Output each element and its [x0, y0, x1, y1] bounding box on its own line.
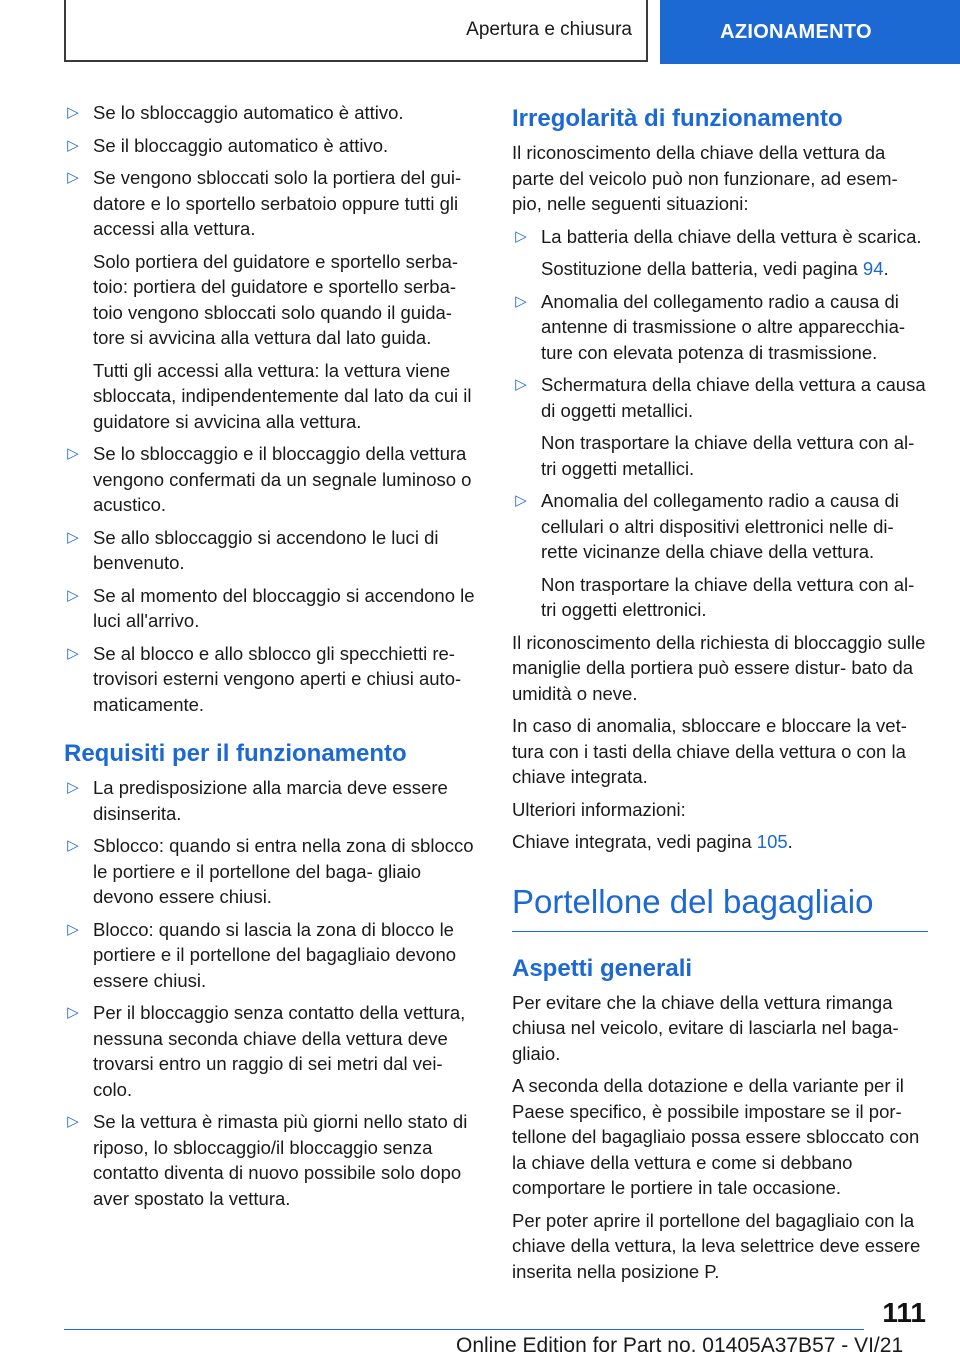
triangle-bullet-icon: ▷: [67, 837, 79, 854]
triangle-bullet-icon: ▷: [515, 376, 527, 393]
page-header: [0, 0, 960, 66]
list-item: ▷ Anomalia del collegamento radio a causa di antenne di trasmissione o altre apparecchia‐ ture con elevata potenza di trasmissione.: [512, 289, 928, 366]
page-number: 111: [882, 1297, 926, 1328]
section-title: Apertura e chiusura: [64, 0, 648, 62]
triangle-bullet-icon: ▷: [67, 104, 79, 121]
paragraph: A seconda della dotazione e della variante per il Paese specifico, è possibile impostare se il por‐ tellone del bagagliaio possa essere sbloccato con la chiave della vettura e come si debbano comportare le portiere in tale occasione.: [512, 1075, 920, 1198]
list-item: ▷ Se al momento del bloccaggio si accendono le luci all'arrivo.: [64, 583, 478, 634]
list-item: ▷ Schermatura della chiave della vettura a causa di oggetti metallici.: [512, 372, 928, 423]
section-heading: Requisiti per il funzionamento: [64, 740, 407, 767]
page-reference-link[interactable]: 105: [756, 831, 788, 852]
chapter-title: Portellone del bagagliaio: [512, 881, 928, 932]
list-item-detail: Non trasportare la chiave della vettura con al‐ tri oggetti metallici.: [541, 432, 915, 479]
list-item: ▷ La predisposizione alla marcia deve essere disinserita.: [64, 775, 478, 826]
list-item: ▷ Se la vettura è rimasta più giorni nello stato di riposo, lo sbloccaggio/il bloccaggio senza contatto diventa di nuovo possibile solo dopo aver spostato la vettura.: [64, 1109, 478, 1211]
triangle-bullet-icon: ▷: [67, 920, 79, 938]
list-item-detail: Sostituzione della batteria, vedi pagina 94.: [541, 258, 889, 279]
list-item: ▷ Se il bloccaggio automatico è attivo.: [64, 133, 478, 159]
page-reference-link[interactable]: 94: [862, 258, 884, 279]
list-item: ▷ Per il bloccaggio senza contatto della vettura, nessuna seconda chiave della vettura deve trovarsi entro un raggio di sei metri dal vei‐ colo.: [64, 1000, 478, 1102]
section-heading: Irregolarità di funzionamento: [512, 105, 843, 132]
list-item: ▷ Se allo sbloccaggio si accendono le luci di benvenuto.: [64, 525, 478, 576]
right-column: [512, 100, 928, 1291]
triangle-bullet-icon: ▷: [67, 644, 79, 662]
list-item: ▷ Se al blocco e allo sblocco gli specchietti re‐ trovisori esterni vengono aperti e chiusi auto‐ maticamente.: [64, 641, 478, 718]
paragraph: Ulteriori informazioni:: [512, 798, 686, 820]
triangle-bullet-icon: ▷: [67, 445, 79, 462]
footer-edition: Online Edition for Part no. 01405A37B57 - VI/21: [456, 1334, 904, 1357]
footer-divider: [64, 1329, 864, 1330]
triangle-bullet-icon: ▷: [67, 1004, 79, 1021]
list-item: ▷ Blocco: quando si lascia la zona di blocco le portiere e il portellone del bagagliaio devono essere chiusi.: [64, 917, 478, 994]
list-item: ▷ Se lo sbloccaggio e il bloccaggio della vettura vengono confermati da un segnale luminoso o acustico.: [64, 441, 478, 518]
triangle-bullet-icon: ▷: [67, 779, 79, 796]
list-item-detail: Solo portiera del guidatore e sportello serba‐ toio: portiera del guidatore e sportello serba‐ toio vengono sbloccati solo quando il guida‐ tore si avvicina alla vettura dal lato guida.: [93, 250, 459, 348]
paragraph: In caso di anomalia, sbloccare e bloccare la vet‐ tura con i tasti della chiave della vettura o con la chiave integrata.: [512, 715, 907, 787]
paragraph: Chiave integrata, vedi pagina 105.: [512, 831, 793, 852]
section-heading: Aspetti generali: [512, 954, 693, 982]
list-item: ▷ Anomalia del collegamento radio a causa di cellulari o altri dispositivi elettronici nelle di‐ rette vicinanze della chiave della vettura.: [512, 488, 928, 565]
triangle-bullet-icon: ▷: [515, 227, 527, 245]
paragraph: Per poter aprire il portellone del bagagliaio con la chiave della vettura, la leva selettrice deve essere inserita nella posizione P.: [512, 1209, 921, 1282]
paragraph: Il riconoscimento della chiave della vettura da parte del veicolo può non funzionare, ad esem‐ pio, nelle seguenti situazioni:: [512, 142, 898, 214]
triangle-bullet-icon: ▷: [67, 136, 79, 154]
triangle-bullet-icon: ▷: [67, 1113, 79, 1130]
triangle-bullet-icon: ▷: [67, 169, 79, 186]
chapter-tab: AZIONAMENTO: [660, 0, 960, 64]
list-item-detail: Tutti gli accessi alla vettura: la vettura viene sbloccata, indipendentemente dal lato da cui il guidatore si avvicina alla vettura.: [93, 359, 472, 432]
list-item: ▷ Sblocco: quando si entra nella zona di sblocco le portiere e il portellone del baga‐ gliaio devono essere chiusi.: [64, 833, 478, 910]
triangle-bullet-icon: ▷: [67, 586, 79, 604]
list-item-detail: Non trasportare la chiave della vettura con al‐ tri oggetti elettronici.: [541, 573, 915, 620]
list-item: ▷ Se lo sbloccaggio automatico è attivo.: [64, 100, 478, 126]
triangle-bullet-icon: ▷: [515, 492, 527, 509]
list-item: ▷ La batteria della chiave della vettura è scarica.: [512, 224, 928, 250]
list-item: ▷ Se vengono sbloccati solo la portiera del gui‐ datore e lo sportello serbatoio oppure tutti gli accessi alla vettura.: [64, 165, 478, 242]
left-column: [64, 100, 478, 1218]
paragraph: Per evitare che la chiave della vettura rimanga chiusa nel veicolo, evitare di lasciarla nel baga‐ gliaio.: [512, 991, 899, 1064]
triangle-bullet-icon: ▷: [515, 292, 527, 310]
paragraph: Il riconoscimento della richiesta di bloccaggio sulle maniglie della portiera può essere distur‐ bato da umidità o neve.: [512, 631, 926, 704]
triangle-bullet-icon: ▷: [67, 528, 79, 546]
